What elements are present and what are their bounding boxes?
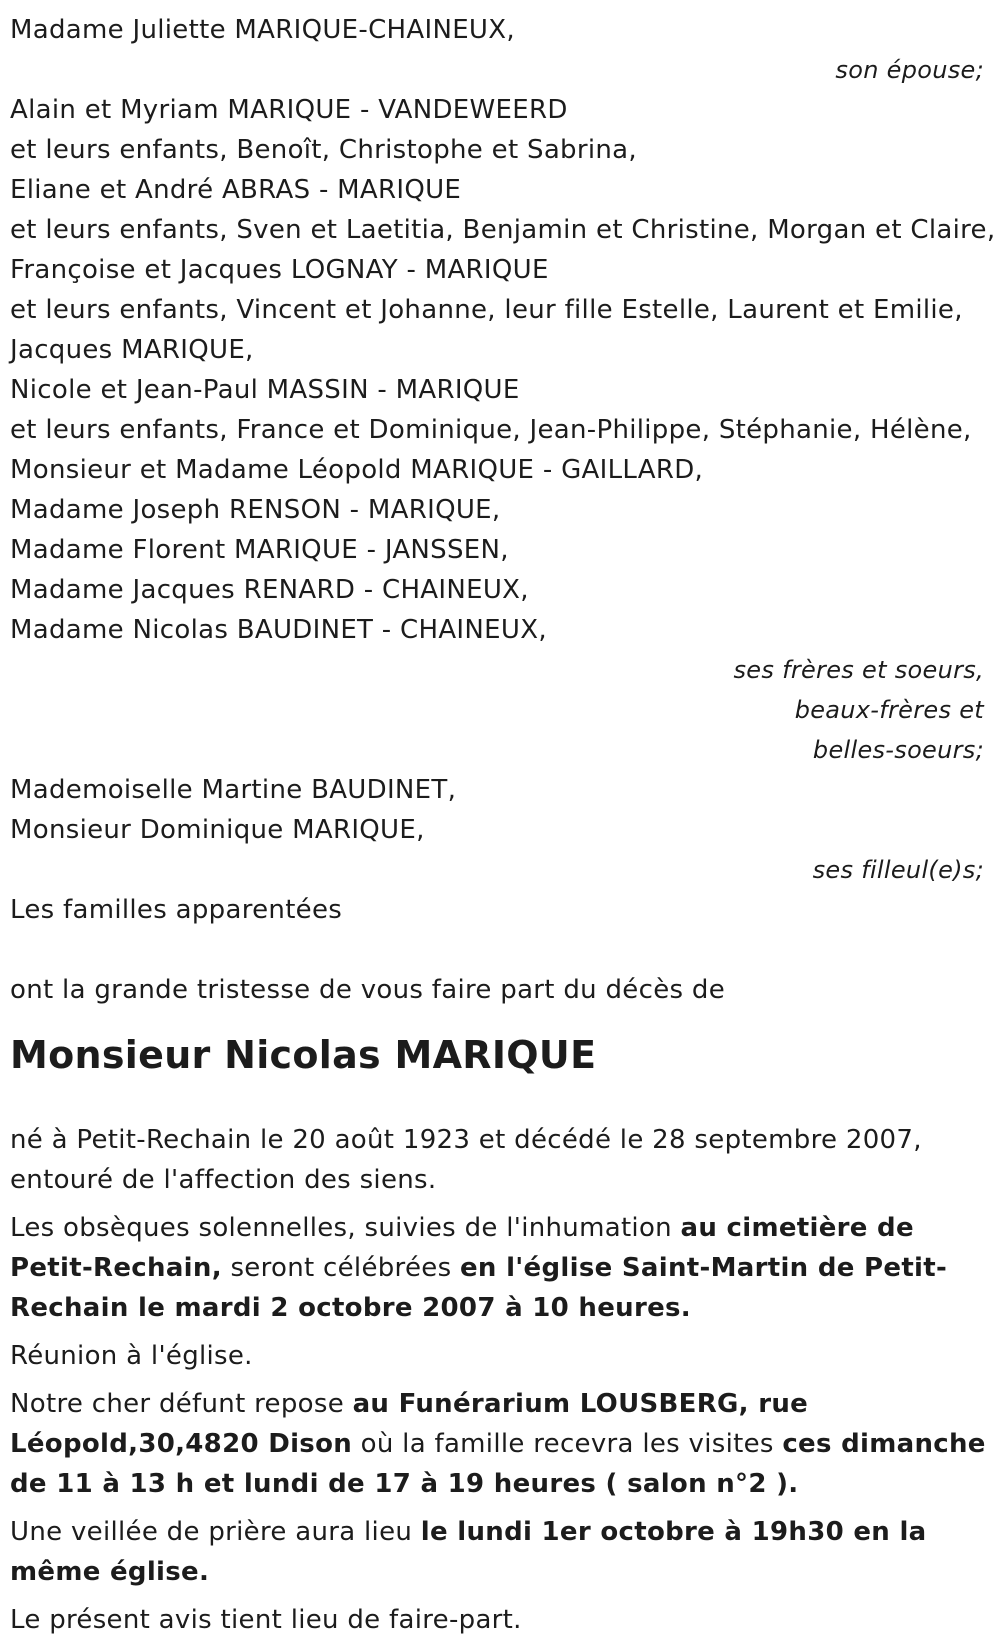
vigil-paragraph: Une veillée de prière aura lieu le lundi 1er octobre à 19h30 en la même église. <box>10 1517 927 1587</box>
siblings-role-line: beaux-frères et <box>794 696 984 724</box>
announcement-line: ont la grande tristesse de vous faire part du décès de <box>10 975 726 1005</box>
birth-death-line: entouré de l'affection des siens. <box>10 1165 437 1195</box>
closing-line: Le présent avis tient lieu de faire-part. <box>10 1605 522 1635</box>
spouse-role: son épouse; <box>835 56 984 84</box>
sibling-line: et leurs enfants, Benoît, Christophe et Sabrina, <box>10 135 637 165</box>
sibling-line: Madame Jacques RENARD - CHAINEUX, <box>10 575 529 605</box>
reunion-line: Réunion à l'église. <box>10 1341 253 1371</box>
sibling-line: Nicole et Jean-Paul MASSIN - MARIQUE <box>10 375 520 405</box>
sibling-line: et leurs enfants, Sven et Laetitia, Benjamin et Christine, Morgan et Claire, <box>10 215 996 245</box>
sibling-line: Madame Nicolas BAUDINET - CHAINEUX, <box>10 615 547 645</box>
sibling-line: Eliane et André ABRAS - MARIQUE <box>10 175 462 205</box>
repose-paragraph: Notre cher défunt repose au Funérarium LOUSBERG, rue Léopold,30,4820 Dison où la famille recevra les visites ces dimanche de 11 à 13 h et lundi de 17 à 19 heures ( salon n°2 ). <box>10 1389 986 1499</box>
spouse-name: Madame Juliette MARIQUE-CHAINEUX, <box>10 15 515 45</box>
families-line: Les familles apparentées <box>10 895 343 925</box>
siblings-list <box>10 90 996 650</box>
godchildren-role: ses filleul(e)s; <box>812 856 984 884</box>
birth-death-line: né à Petit-Rechain le 20 août 1923 et décédé le 28 septembre 2007, <box>10 1125 922 1155</box>
sibling-line: et leurs enfants, France et Dominique, Jean-Philippe, Stéphanie, Hélène, <box>10 415 972 445</box>
sibling-line: Françoise et Jacques LOGNAY - MARIQUE <box>10 255 549 285</box>
godchild-line: Monsieur Dominique MARIQUE, <box>10 815 425 845</box>
siblings-role-line: belles-soeurs; <box>812 736 984 764</box>
sibling-line: Monsieur et Madame Léopold MARIQUE - GAILLARD, <box>10 455 704 485</box>
siblings-role-line: ses frères et soeurs, <box>733 656 984 684</box>
sibling-line: Jacques MARIQUE, <box>10 335 254 365</box>
funeral-paragraph: Les obsèques solennelles, suivies de l'inhumation au cimetière de Petit-Rechain, seront célébrées en l'église Saint-Martin de Petit-Rechain le mardi 2 octobre 2007 à 10 heures. <box>10 1213 948 1323</box>
sibling-line: Alain et Myriam MARIQUE - VANDEWEERD <box>10 95 568 125</box>
deceased-name: Monsieur Nicolas MARIQUE <box>10 1033 597 1077</box>
sibling-line: et leurs enfants, Vincent et Johanne, leur fille Estelle, Laurent et Emilie, <box>10 295 963 325</box>
godchild-line: Mademoiselle Martine BAUDINET, <box>10 775 457 805</box>
sibling-line: Madame Florent MARIQUE - JANSSEN, <box>10 535 509 565</box>
sibling-line: Madame Joseph RENSON - MARIQUE, <box>10 495 501 525</box>
